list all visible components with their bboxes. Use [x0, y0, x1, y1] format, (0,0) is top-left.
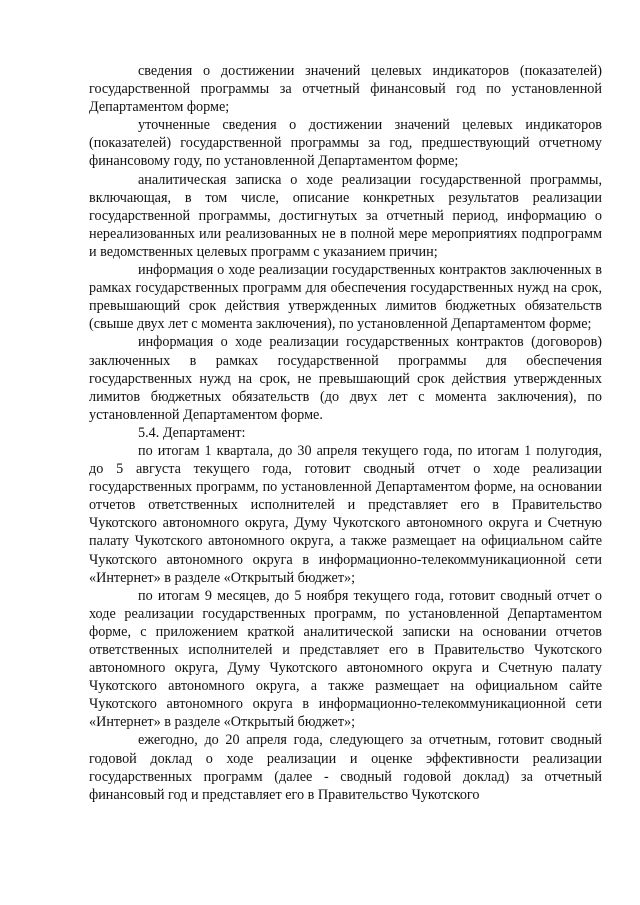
paragraph-analytical-note: аналитическая записка о ходе реализации государственной программы, включающая, в том числе, описание конкретных результатов реализации государственной программы, достигнутых за отчетный период, информацию о нереализованных или реализованных не в полной мере мероприятиях подпрограмм и ведомственных целевых программ с указанием причин; [89, 171, 602, 260]
paragraph-indicators-report: сведения о достижении значений целевых индикаторов (показателей) государственной программы за отчетный финансовый год по установленной Департаментом форме; [89, 63, 602, 116]
paragraph-nine-month-report: по итогам 9 месяцев, до 5 ноября текущего года, готовит сводный отчет о ходе реализации государственных программ, по установленной Департаментом форме, с приложением краткой аналитической записки на основании отчетов ответственных исполнителей и представляет его в Правительство Чукотского автономного округа, Думу Чукотского автономного округа и Счетную палату Чукотского автономного округа, а также размещает на официальном сайте Чукотского автономного округа в информационно-телекоммуникационной сети «Интернет» в разделе «Открытый бюджет»; [89, 587, 602, 731]
paragraph-contracts-long-term: информация о ходе реализации государственных контрактов заключенных в рамках государственных программ для обеспечения государственных нужд на срок, превышающий срок действия утвержденных лимитов бюджетных обязательств (свыше двух лет с момента заключения), по установленной Департаментом форме; [89, 262, 602, 333]
paragraph-contracts-short-term: информация о ходе реализации государственных контрактов (договоров) заключенных в рамках государственной программы для обеспечения государственных нужд на срок, не превышающий срок действия утвержденных лимитов бюджетных обязательств (до двух лет с момента заключения), по установленной Департаментом форме. [89, 334, 602, 423]
section-heading-5-4: 5.4. Департамент: [138, 424, 246, 441]
document-page [89, 62, 602, 804]
paragraph-refined-indicators: уточненные сведения о достижении значений целевых индикаторов (показателей) государственной программы за год, предшествующий отчетному финансовому году, по установленной Департаментом форме; [89, 117, 602, 170]
paragraph-annual-report: ежегодно, до 20 апреля года, следующего за отчетным, готовит сводный годовой доклад о ходе реализации и оценке эффективности реализации государственных программ (далее - сводный годовой доклад) за отчетный финансовый год и представляет его в Правительство Чукотского [89, 732, 602, 803]
paragraph-quarterly-report: по итогам 1 квартала, до 30 апреля текущего года, по итогам 1 полугодия, до 5 августа текущего года, готовит сводный отчет о ходе реализации государственных программ, по установленной Департаментом форме, на основании отчетов ответственных исполнителей и представляет его в Правительство Чукотского автономного округа, Думу Чукотского автономного округа и Счетную палату Чукотского автономного округа, а также размещает на официальном сайте Чукотского автономного округа в информационно-телекоммуникационной сети «Интернет» в разделе «Открытый бюджет»; [89, 442, 602, 586]
